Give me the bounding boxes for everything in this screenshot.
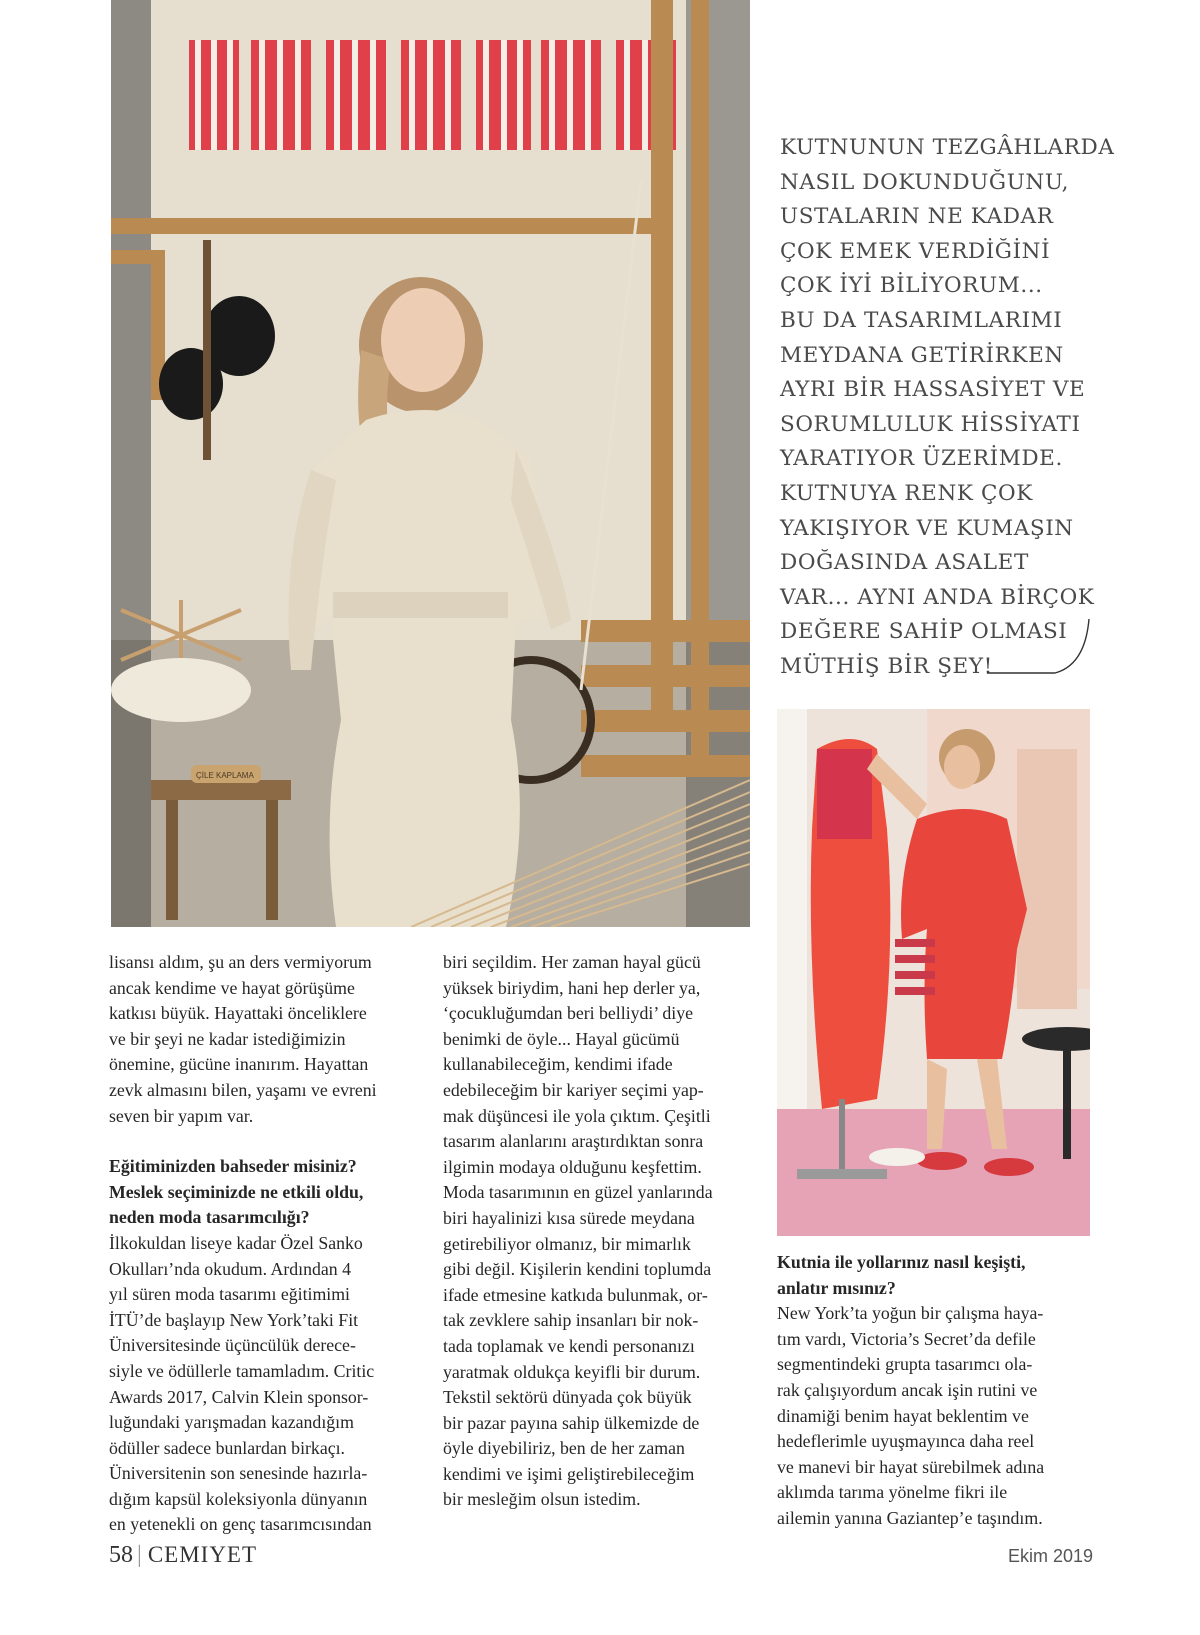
body-line: katkısı büyük. Hayattaki önceliklere <box>109 1003 367 1024</box>
pull-quote-line: YAKIŞIYOR VE KUMAŞIN <box>780 515 1074 541</box>
pull-quote-line: YARATIYOR ÜZERİMDE. <box>780 446 1063 472</box>
interview-question: neden moda tasarımcılığı? <box>109 1207 310 1228</box>
body-line: ve manevi bir hayat sürebilmek adına <box>777 1456 1045 1477</box>
body-line: gibi değil. Kişilerin kendini toplumda <box>443 1259 712 1280</box>
body-line: tım vardı, Victoria’s Secret’da defile <box>777 1328 1036 1349</box>
body-line: tak zevklere sahip insanları bir nok- <box>443 1310 699 1331</box>
body-line: rak çalışıyordum ancak işin rutini ve <box>777 1379 1038 1400</box>
body-line: ancak kendime ve hayat görüşüme <box>109 977 355 998</box>
body-line: segmentindeki grupta tasarımcı ola- <box>777 1354 1033 1375</box>
body-line: Okulları’nda okudum. Ardından 4 <box>109 1258 351 1279</box>
body-line: zevk almasını bilen, yaşamı ve evreni <box>109 1079 377 1100</box>
pull-quote-line: KUTNUYA RENK ÇOK <box>780 480 1033 506</box>
pull-quote-line: MEYDANA GETİRİRKEN <box>780 342 1064 368</box>
body-line: yaratmak oldukça keyifli bir durum. <box>443 1361 701 1382</box>
body-line: edebileceğim bir kariyer seçimi yap- <box>443 1079 704 1100</box>
body-line: bir mesleğim olsun istedim. <box>443 1489 641 1510</box>
body-column-2 <box>443 950 763 1513</box>
body-line: Üniversitenin son senesinde hazırla- <box>109 1463 368 1484</box>
body-line: İTÜ’de başlayıp New York’taki Fit <box>109 1309 359 1330</box>
body-line: seven bir yapım var. <box>109 1105 254 1126</box>
body-line: Awards 2017, Calvin Klein sponsor- <box>109 1386 369 1407</box>
body-line: yıl süren moda tasarımı eğitimimi <box>109 1284 350 1305</box>
body-line: New York’ta yoğun bir çalışma haya- <box>777 1303 1044 1324</box>
body-line: İlkokuldan liseye kadar Özel Sanko <box>109 1232 363 1253</box>
pull-quote-line: MÜTHİŞ BİR ŞEY! <box>780 653 993 679</box>
body-line: aklımda tarıma yönelme fikri ile <box>777 1482 1008 1503</box>
quote-swoosh-decoration <box>985 615 1095 680</box>
pull-quote <box>780 131 1120 685</box>
interview-question: Kutnia ile yollarınız nasıl keşişti, <box>777 1252 1026 1272</box>
page-footer-left <box>109 1542 257 1569</box>
pull-quote-line: KUTNUNUN TEZGÂHLARDA <box>780 135 1115 160</box>
pull-quote-line: ÇOK İYİ BİLİYORUM... <box>780 273 1043 299</box>
body-line: dığım kapsül koleksiyonla dünyanın <box>109 1488 368 1509</box>
side-photo <box>777 709 1090 1236</box>
body-line: öyle diyebiliriz, ben de her zaman <box>443 1438 685 1459</box>
interview-question: Eğitiminizden bahseder misiniz? <box>109 1156 357 1177</box>
pull-quote-line: SORUMLULUK HİSSİYATI <box>780 411 1081 437</box>
body-line: ve bir şeyi ne kadar istediğimizin <box>109 1028 346 1049</box>
body-line: en yetenekli on genç tasarımcısından <box>109 1514 372 1535</box>
interview-question: anlatır mısınız? <box>777 1277 896 1298</box>
body-line: biri hayalinizi kısa sürede meydana <box>443 1207 695 1228</box>
body-line: yüksek biriydim, hani hep derler ya, <box>443 977 701 998</box>
body-line: getirebiliyor olmanız, bir mimarlık <box>443 1233 691 1254</box>
body-line: ailemin yanına Gaziantep’e taşındım. <box>777 1507 1043 1528</box>
body-line: tada toplamak ve kendi personanızı <box>443 1335 695 1356</box>
body-line: siyle ve ödüllerle tamamladım. Critic <box>109 1360 375 1381</box>
small-sign-text: ÇİLE KAPLAMA <box>196 771 254 780</box>
pull-quote-line: VAR... AYNI ANDA BİRÇOK <box>780 584 1095 610</box>
body-line: ‘çocukluğumdan beri belliydi’ diye <box>443 1003 694 1024</box>
interview-question: Meslek seçiminizde ne etkili oldu, <box>109 1181 364 1202</box>
body-line: ifade etmesine katkıda bulunmak, or- <box>443 1284 708 1305</box>
body-line: mak düşüncesi ile yola çıktım. Çeşitli <box>443 1105 711 1126</box>
body-line: bir pazar payına sahip ülkemizde de <box>443 1412 700 1433</box>
pull-quote-line: BU DA TASARIMLARIMI <box>780 307 1063 333</box>
pull-quote-line: AYRI BİR HASSASİYET VE <box>780 377 1086 403</box>
pull-quote-line: DEĞERE SAHİP OLMASI <box>780 619 1068 645</box>
footer-separator: | <box>137 1542 142 1568</box>
body-line: ilgimin modaya olduğunu keşfettim. <box>443 1156 702 1177</box>
page-number: 58 <box>109 1542 133 1568</box>
pull-quote-line: NASIL DOKUNDUĞUNU, <box>780 169 1070 195</box>
pull-quote-line: DOĞASINDA ASALET <box>780 550 1029 576</box>
body-line: ödüller sadece bunlardan birkaçı. <box>109 1437 345 1458</box>
magazine-name: CEMIYET <box>147 1542 258 1567</box>
body-line: önemine, gücüne inanırım. Hayattan <box>109 1054 369 1075</box>
pull-quote-line: ÇOK EMEK VERDİĞİNİ <box>780 238 1051 264</box>
body-line: kendimi ve işimi geliştirebileceğim <box>443 1463 695 1484</box>
body-line: luğundaki yarışmadan kazandığım <box>109 1412 354 1433</box>
body-line: Tekstil sektörü dünyada çok büyük <box>443 1387 692 1408</box>
body-line: hedeflerimle uyuşmayınca daha reel <box>777 1431 1035 1452</box>
body-column-3 <box>777 1250 1097 1532</box>
issue-date: Ekim 2019 <box>1008 1546 1094 1566</box>
body-line: biri seçildim. Her zaman hayal gücü <box>443 952 701 972</box>
body-line: lisansı aldım, şu an ders vermiyorum <box>109 952 372 972</box>
body-line: dinamiği benim hayat beklentim ve <box>777 1405 1029 1426</box>
main-photo <box>111 0 750 927</box>
body-line: tasarım alanlarını araştırdıktan sonra <box>443 1131 704 1152</box>
body-column-1 <box>109 950 429 1538</box>
body-line: Üniversitesinde üçüncülük derece- <box>109 1335 356 1356</box>
pull-quote-line: USTALARIN NE KADAR <box>780 204 1054 230</box>
body-line: benimki de öyle... Hayal gücümü <box>443 1028 680 1049</box>
body-line: Moda tasarımının en güzel yanlarında <box>443 1182 713 1203</box>
body-line: kullanabileceğim, kendimi ifade <box>443 1054 673 1075</box>
